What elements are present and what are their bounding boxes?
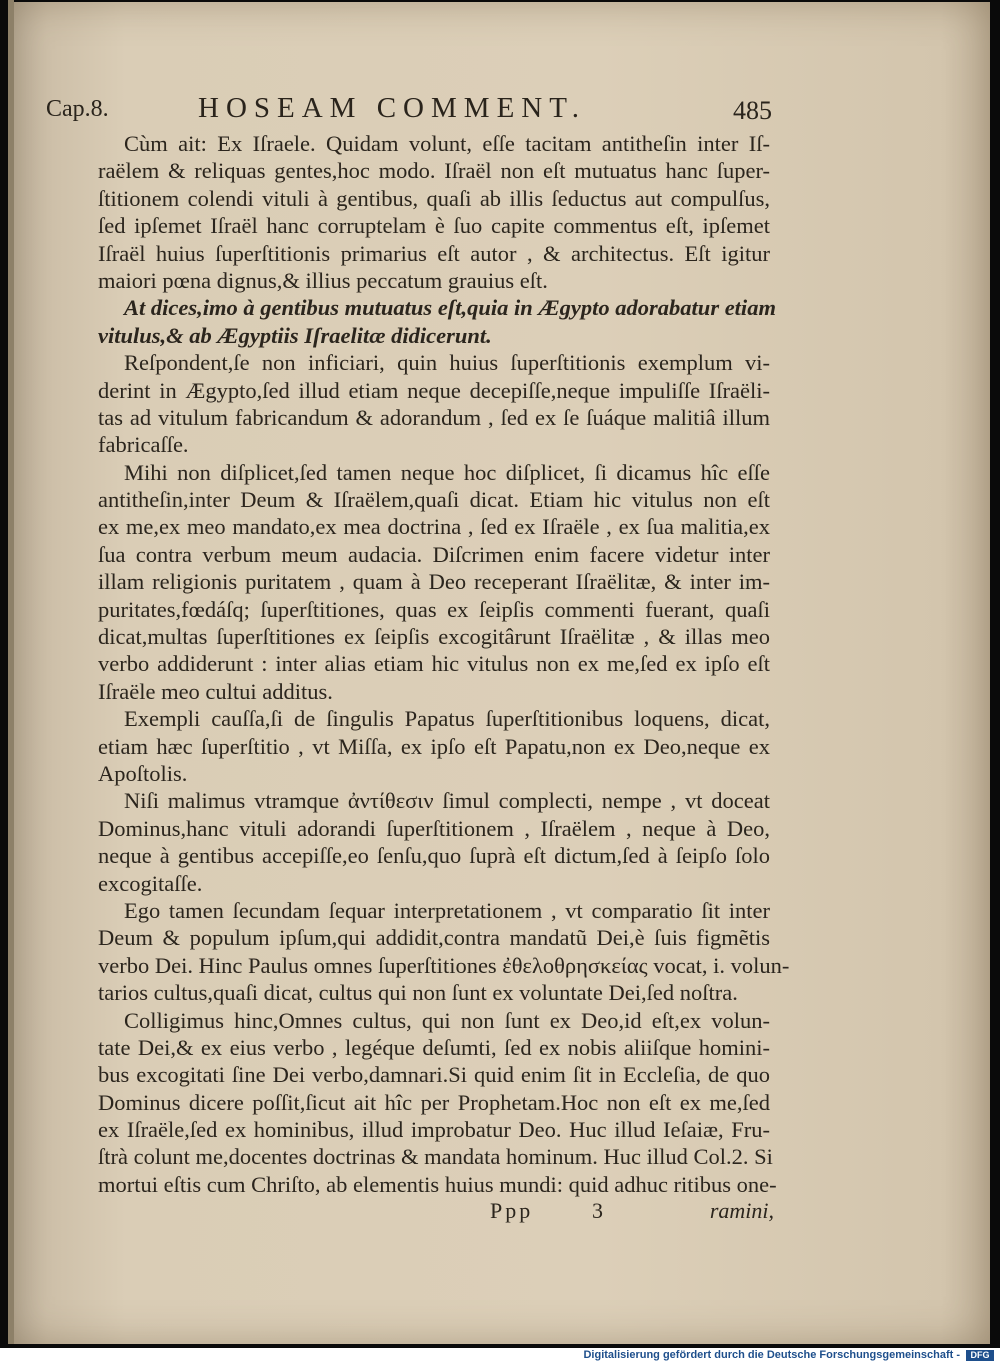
text-line: ex me,ex meo mandato,ex mea doctrina , ſed ex Iſraële , ex ſua malitia,ex (98, 514, 770, 540)
text-line: Apoſtolis. (98, 760, 188, 786)
text-line: verbo addiderunt : inter alias etiam hic vitulus non ex me,ſed ex ipſo eſt (98, 651, 770, 677)
book-page (8, 2, 990, 1344)
text-line: puritates,fœdáſq; ſuperſtitiones, quas ex ſeipſis commenti fuerant, quaſi (98, 596, 770, 622)
text-line: neque à gentibus accepiſſe,eo ſenſu,quo ſuprà eſt dictum,ſed à ſeipſo ſolo (98, 843, 770, 869)
text-line: dicat,multas ſuperſtitiones ex ſeipſis excogitârunt Iſraëlitæ , & illas meo (98, 624, 770, 650)
text-line: maiori pœna dignus,& illius peccatum grauius eſt. (98, 267, 548, 293)
text-line: tas ad vitulum fabricandum & adorandum , ſed ex ſe ſuáque malitiâ illum (98, 404, 770, 430)
text-line: excogitaſſe. (98, 870, 203, 896)
text-line: bus excogitati ſine Dei verbo,damnari.Si quid enim ſit in Eccleſia, de quo (98, 1062, 770, 1088)
text-line: fabricaſſe. (98, 432, 189, 458)
running-header (46, 94, 772, 134)
text-line: mortui eſtis cum Chriſto, ab elementis huius mundi: quid adhuc ritibus one- (98, 1171, 777, 1197)
dfg-logo: DFG (966, 1350, 994, 1361)
catchword: ramini, (709, 1198, 774, 1223)
text-line: tarios cultus,quaſi dicat, cultus qui non ſunt ex voluntate Dei,ſed noſtra. (98, 980, 738, 1006)
text-line: Mihi non diſplicet,ſed tamen neque hoc diſplicet, ſi dicamus hîc eſſe (124, 459, 770, 485)
text-line: Exempli cauſſa,ſi de ſingulis Papatus ſuperſtitionibus loquens, dicat, (124, 706, 770, 732)
text-line: tate Dei,& ex eius verbo , legéque deſumti, ſed ex nobis aliiſque homini- (98, 1034, 770, 1060)
text-line: Niſi malimus vtramque ἀντίθεσιν ſimul complecti, nempe , vt doceat (124, 788, 770, 814)
signature-mark: Ppp (490, 1198, 534, 1223)
text-line: ſua contra verbum meum audacia. Diſcrimen enim facere videtur inter (98, 541, 770, 567)
text-line: verbo Dei. Hinc Paulus omnes ſuperſtitiones ἐθελοθρησκείας vocat, i. volun- (98, 952, 790, 978)
text-line: etiam hæc ſuperſtitio , vt Miſſa, ex ipſo eſt Papatu,non ex Deo,neque ex (98, 733, 770, 759)
signature-number: 3 (592, 1198, 603, 1223)
body-text (98, 130, 790, 1198)
header-title: HOSEAM COMMENT. (198, 92, 587, 124)
chapter-label: Cap.8. (46, 96, 109, 122)
text-line: Colligimus hinc,Omnes cultus, qui non ſunt ex Deo,id eſt,ex volun- (124, 1007, 770, 1033)
text-line: raëlem & reliquas gentes,hoc modo. Iſraël non eſt mutuatus hanc ſuper- (98, 158, 770, 184)
text-line: ſtitionem colendi vituli à gentibus, quaſi ab illis ſeductus aut compulſus, (98, 185, 770, 211)
page-number: 485 (733, 96, 772, 125)
text-line: At dices,imo à gentibus mutuatus eſt,quia in Ægypto adorabatur etiam (124, 295, 776, 321)
text-line: illam religionis puritatem , quam à Deo receperant Iſraëlitæ, & inter im- (98, 569, 770, 595)
text-line: Dominus,hanc vituli adorandi ſuperſtitionem , Iſraëlem , neque à Deo, (98, 815, 770, 841)
text-line: Cùm ait: Ex Iſraele. Quidam volunt, eſſe tacitam antitheſin inter Iſ- (124, 131, 770, 156)
text-line: derint in Ægypto,ſed illud etiam neque decepiſſe,neque impuliſſe Iſraëli- (98, 377, 770, 403)
text-line: Iſraële meo cultui additus. (98, 678, 333, 704)
text-line: Dominus dicere poſſit,ſicut ait hîc per Prophetam.Hoc non eſt ex me,ſed (98, 1089, 770, 1115)
text-line: Ego tamen ſecundam ſequar interpretationem , vt comparatio ſit inter (124, 897, 770, 923)
footer-bar (0, 1348, 1000, 1364)
text-line: ex Iſraële,ſed ex hominibus, illud improbatur Deo. Huc illud Ieſaiæ, Fru- (98, 1117, 770, 1143)
footer-credit: Digitalisierung gefördert durch die Deutsche Forschungsgemeinschaft - (583, 1349, 960, 1361)
text-line: Iſraël huius ſuperſtitionis primarius eſt autor , & architectus. Eſt igitur (98, 240, 770, 266)
page-edge (8, 0, 14, 1344)
text-line: Deum & populum ipſum,qui addidit,contra mandatũ Dei,è ſuis figmẽtis (98, 925, 770, 951)
text-line: ſtrà colunt me,docentes doctrinas & mandata hominum. Huc illud Col.2. Si (98, 1144, 773, 1170)
text-line: vitulus,& ab Ægyptiis Iſraelitæ didicerunt. (98, 322, 492, 348)
text-line: antitheſin,inter Deum & Iſraëlem,quaſi dicat. Etiam hic vitulus non eſt (98, 487, 770, 513)
text-line: ſed ipſemet Iſraël hanc corruptelam è ſuo capite commentus eſt, ipſemet (98, 213, 770, 239)
text-line: Reſpondent,ſe non inficiari, quin huius ſuperſtitionis exemplum vi- (124, 350, 770, 376)
